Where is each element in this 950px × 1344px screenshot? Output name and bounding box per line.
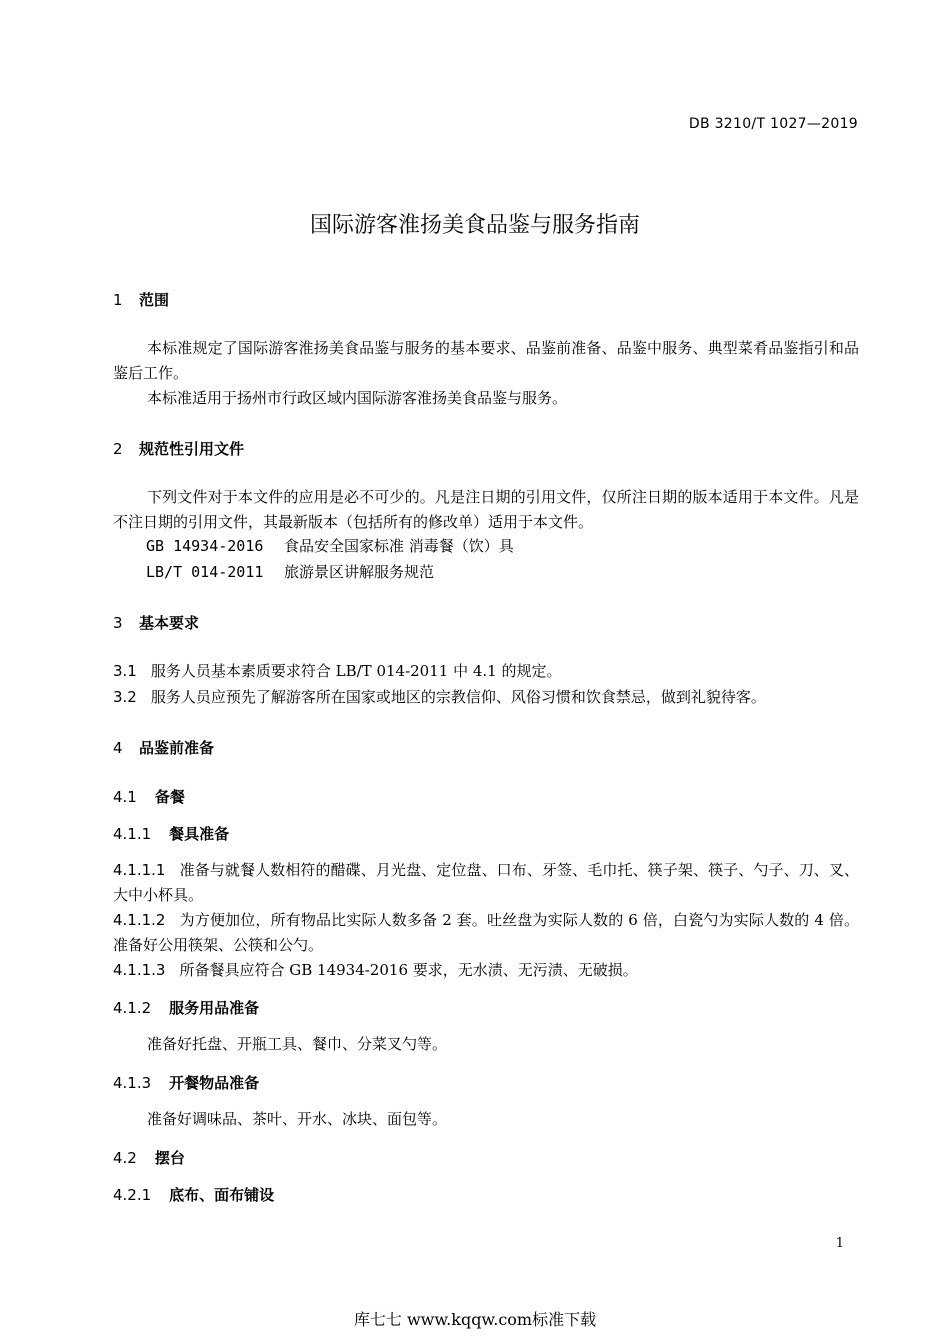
subsection-title: 底布、面布铺设: [169, 1186, 275, 1204]
footer-watermark: 库七七 www.kqqw.com标准下载: [353, 1310, 597, 1329]
subsection-4-1-heading: [113, 786, 185, 807]
section-title: 基本要求: [139, 614, 200, 632]
subsection-title: 开餐物品准备: [169, 1074, 260, 1092]
subsection-number: 4.1.3: [113, 1074, 152, 1092]
scope-paragraph-1: 本标准规定了国际游客淮扬美食品鉴与服务的基本要求、品鉴前准备、品鉴中服务、典型菜肴品鉴指引和品鉴后工作。: [113, 339, 859, 382]
clause-number: 4.1.1.1: [113, 861, 166, 879]
page-number: 1: [835, 1236, 844, 1251]
clause-text: 服务人员基本素质要求符合 LB/T 014-2011 中 4.1 的规定。: [150, 662, 562, 680]
subsection-number: 4.1: [113, 788, 137, 806]
reference-code: LB/T 014-2011: [146, 563, 264, 581]
subsection-title: 服务用品准备: [169, 999, 260, 1017]
reference-name: 食品安全国家标准 消毒餐（饮）具: [284, 537, 514, 555]
subsection-number: 4.1.1: [113, 825, 152, 843]
subsection-number: 4.1.2: [113, 999, 152, 1017]
normative-references-paragraph: 下列文件对于本文件的应用是必不可少的。凡是注日期的引用文件，仅所注日期的版本适用于本文件。凡是不注日期的引用文件，其最新版本（包括所有的修改单）适用于本文件。: [113, 488, 859, 531]
clause-number: 3.1: [113, 662, 137, 680]
clause-4-1-1-1: [113, 858, 859, 908]
section-title: 范围: [139, 291, 170, 309]
section-number: 1: [113, 291, 123, 309]
reference-item: [146, 535, 514, 556]
reference-name: 旅游景区讲解服务规范: [284, 563, 435, 581]
subsection-4-1-1-heading: [113, 823, 229, 844]
opening-items-paragraph: 准备好调味品、茶叶、开水、冰块、面包等。: [147, 1110, 448, 1128]
clause-number: 3.2: [113, 688, 137, 706]
service-items-paragraph: 准备好托盘、开瓶工具、餐巾、分菜叉勺等。: [147, 1035, 448, 1053]
clause-number: 4.1.1.2: [113, 911, 166, 929]
section-1-heading: [113, 289, 169, 310]
section-title: 规范性引用文件: [139, 440, 245, 458]
clause-number: 4.1.1.3: [113, 961, 166, 979]
clause-3-1: [113, 660, 561, 681]
clause-4-1-1-2: [113, 908, 859, 958]
subsection-4-1-3-heading: [113, 1072, 259, 1093]
section-number: 2: [113, 440, 123, 458]
section-2-heading: [113, 438, 244, 459]
scope-paragraph-2: 本标准适用于扬州市行政区域内国际游客淮扬美食品鉴与服务。: [147, 389, 568, 407]
subsection-4-2-1-heading: [113, 1184, 274, 1205]
clause-text: 准备与就餐人数相符的醋碟、月光盘、定位盘、口布、牙签、毛巾托、筷子架、筷子、勺子、刀、叉、大中小杯具。: [113, 861, 859, 904]
section-4-heading: [113, 737, 214, 758]
subsection-4-2-heading: [113, 1147, 185, 1168]
subsection-number: 4.2: [113, 1149, 137, 1167]
subsection-title: 餐具准备: [169, 825, 230, 843]
clause-4-1-1-3: [113, 958, 859, 983]
reference-item: [146, 561, 434, 582]
section-title: 品鉴前准备: [139, 739, 215, 757]
clause-text: 所备餐具应符合 GB 14934-2016 要求，无水渍、无污渍、无破损。: [179, 961, 638, 979]
section-number: 4: [113, 739, 123, 757]
clause-text: 为方便加位，所有物品比实际人数多备 2 套。吐丝盘为实际人数的 6 倍，白瓷勺为实际人数的 4 倍。准备好公用筷架、公筷和公勺。: [113, 911, 859, 954]
clause-text: 服务人员应预先了解游客所在国家或地区的宗教信仰、风俗习惯和饮食禁忌，做到礼貌待客。: [150, 688, 766, 706]
clause-3-2: [113, 686, 766, 707]
reference-code: GB 14934-2016: [146, 537, 264, 555]
subsection-number: 4.2.1: [113, 1186, 152, 1204]
document-code: DB 3210/T 1027—2019: [688, 116, 858, 132]
subsection-title: 备餐: [154, 788, 185, 806]
section-3-heading: [113, 612, 199, 633]
subsection-title: 摆台: [154, 1149, 185, 1167]
subsection-4-1-2-heading: [113, 997, 259, 1018]
section-number: 3: [113, 614, 123, 632]
document-title: 国际游客淮扬美食品鉴与服务指南: [309, 213, 640, 238]
